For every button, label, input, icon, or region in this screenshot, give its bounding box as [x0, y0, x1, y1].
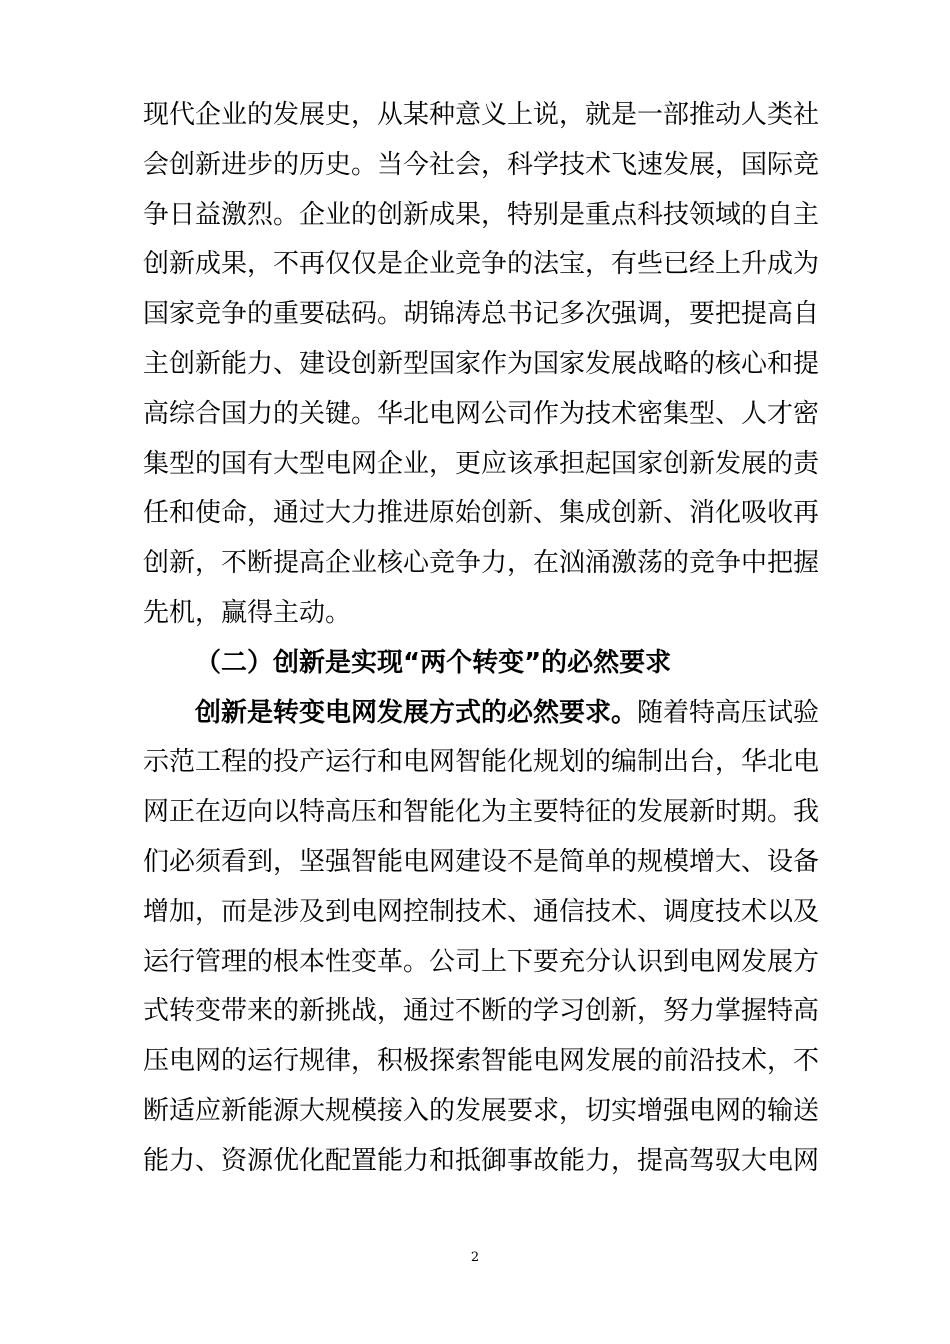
- paragraph-2-bold-lead: 创新是转变电网发展方式的必然要求。: [195, 697, 638, 728]
- paragraph-1-line-11: 先机，赢得主动。: [143, 597, 352, 628]
- paragraph-1-line-9: 任和使命，通过大力推进原始创新、集成创新、消化吸收再: [143, 498, 820, 529]
- paragraph-1-line-6: 主创新能力、建设创新型国家作为国家发展战略的核心和提: [143, 348, 820, 379]
- paragraph-2-line-7: 式转变带来的新挑战，通过不断的学习创新，努力掌握特高: [143, 996, 820, 1027]
- paragraph-2-lead-rest: 随着特高压试验: [637, 697, 820, 728]
- paragraph-2-line-8: 压电网的运行规律，积极探索智能电网发展的前沿技术，不: [143, 1046, 820, 1077]
- paragraph-2-line-5: 增加，而是涉及到电网控制技术、通信技术、调度技术以及: [143, 896, 820, 927]
- page-number: 2: [470, 1250, 480, 1265]
- paragraph-1-line-10: 创新，不断提高企业核心竞争力，在汹涌激荡的竞争中把握: [143, 548, 820, 579]
- paragraph-2-line-2: 示范工程的投产运行和电网智能化规划的编制出台，华北电: [143, 747, 820, 778]
- document-body: [143, 91, 820, 1187]
- paragraph-2-line-9: 断适应新能源大规模接入的发展要求，切实增强电网的输送: [143, 1095, 820, 1126]
- paragraph-2-line-1: [143, 689, 820, 739]
- paragraph-2-line-6: 运行管理的根本性变革。公司上下要充分认识到电网发展方: [143, 946, 820, 977]
- paragraph-1-line-8: 集型的国有大型电网企业，更应该承担起国家创新发展的责: [143, 448, 820, 479]
- paragraph-1-line-4: 创新成果，不再仅仅是企业竞争的法宝，有些已经上升成为: [143, 249, 820, 280]
- section-heading: （二）创新是实现“两个转变”的必然要求: [195, 647, 672, 678]
- paragraph-1-line-7: 高综合国力的关键。华北电网公司作为技术密集型、人才密: [143, 398, 820, 429]
- paragraph-1-line-3: 争日益激烈。企业的创新成果，特别是重点科技领域的自主: [143, 199, 820, 230]
- paragraph-1-line-5: 国家竞争的重要砝码。胡锦涛总书记多次强调，要把提高自: [143, 299, 820, 330]
- paragraph-1-line-2: 会创新进步的历史。当今社会，科学技术飞速发展，国际竞: [143, 149, 820, 180]
- paragraph-2-line-10: 能力、资源优化配置能力和抵御事故能力，提高驾驭大电网: [143, 1145, 820, 1176]
- paragraph-2-line-4: 们必须看到，坚强智能电网建设不是简单的规模增大、设备: [143, 846, 820, 877]
- paragraph-2-line-3: 网正在迈向以特高压和智能化为主要特征的发展新时期。我: [143, 797, 820, 828]
- paragraph-1-line-1: 现代企业的发展史，从某种意义上说，就是一部推动人类社: [143, 100, 820, 130]
